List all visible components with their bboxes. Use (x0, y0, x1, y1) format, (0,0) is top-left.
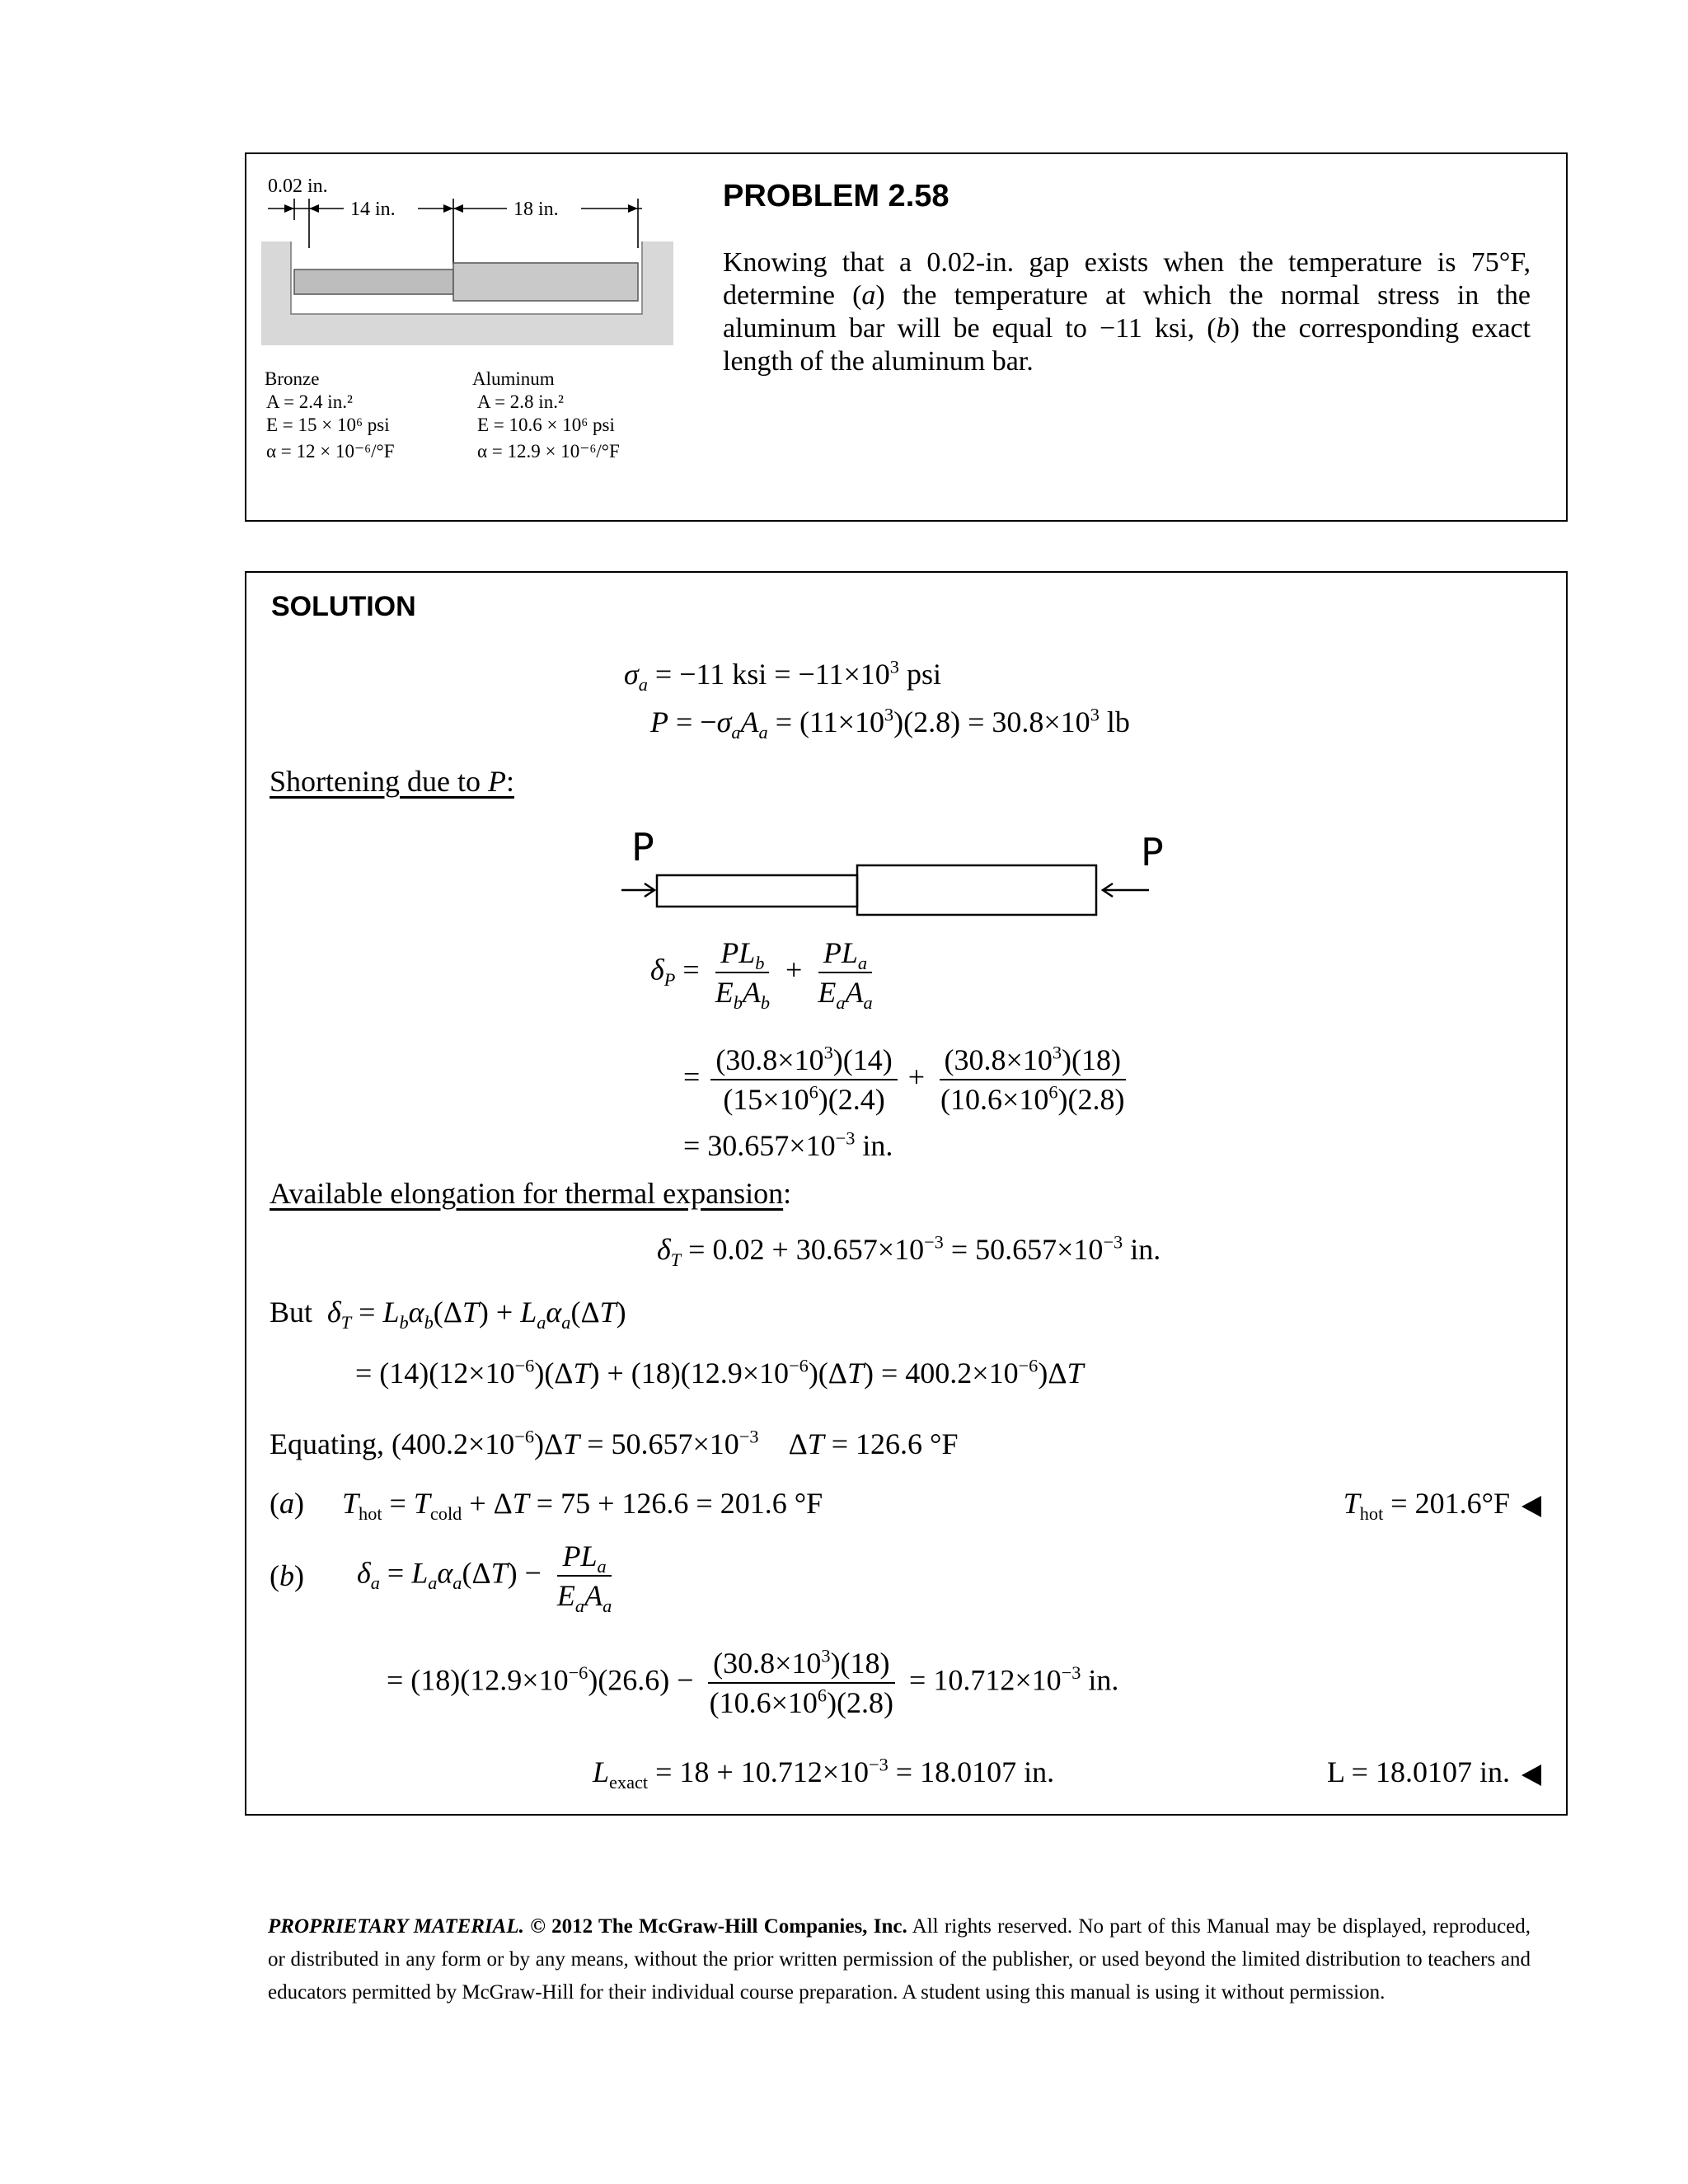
length-aluminum-label: 18 in. (513, 199, 559, 220)
statement-segment: a (861, 280, 876, 311)
equation-deltaP-result: = $30.657\times 10^{-3}$ in. (683, 1127, 893, 1162)
equation-sigma: $\sigma_a = -11$ ksi = $-11\times 10^3$ psi (624, 656, 941, 695)
aluminum-name: Aluminum (472, 368, 555, 389)
gap-label: 0.02 in. (268, 176, 328, 197)
footer-body: All rights reserved. No part of this Manual may be displayed, reproduced, or distributed in any form or by any means, without the prior written permission of the publisher, or used beyond the limited distribution to teachers and educators permitted by McGraw-Hill for their individual course preparation. A student using this manual is using it without permission. (268, 1915, 1531, 2004)
part-b-label: (b) (270, 1559, 304, 1592)
equation-deltaT: $\delta_T = 0.02 + 30.657\times 10^{-3} = 50.657\times 10^{-3}$ in. (657, 1231, 1161, 1270)
bronze-modulus: E = 15 × 10⁶ psi (266, 415, 390, 435)
equation-deltaP-numeric: = $\frac{(30.8\times 10^3)(14)}{(15\times 10^6)(2.4)}$ + $\frac{(30.8\times 10^3)(18)}{(10.6\times 10^6)(2.8)}$ (683, 1042, 1125, 1116)
aluminum-modulus: E = 10.6 × 10⁶ psi (477, 415, 615, 435)
bronze-alpha: α = 12 × 10⁻⁶/°F (266, 441, 395, 462)
footer-lead: PROPRIETARY MATERIAL. (268, 1915, 524, 1938)
sketch-load-right: P (1141, 830, 1164, 874)
aluminum-area: A = 2.8 in.² (477, 391, 564, 412)
statement-segment: Knowing that a 0.02-in. gap exists when the temperature is 75°F, determine ( (723, 247, 1531, 311)
statement-segment: ) the corresponding exact length of the aluminum bar. (723, 313, 1531, 377)
equation-load: $P = -\sigma_aA_a = (11\times 10^3)(2.8) = 30.8\times 10^3$ lb (650, 704, 1130, 743)
equation-but-numeric: = $(14)(12\times 10^{-6})(\Delta T) + (18)(12.9\times 10^{-6})(\Delta T) = 400.2\times 10^{-6})\Delta T$ (355, 1355, 1084, 1390)
solution-box (245, 571, 1568, 1816)
answer-b: L = 18.0107 in. (1327, 1755, 1541, 1789)
bronze-bar (294, 269, 453, 294)
equation-length-exact: $L_{exact} = 18 + 10.712\times 10^{-3} = 18.0107$ in. (593, 1754, 1055, 1793)
problem-box (245, 152, 1568, 522)
aluminum-bar (453, 263, 638, 301)
sketch-load-left: P (631, 825, 654, 869)
statement-segment: b (1216, 313, 1231, 344)
solution-heading: SOLUTION (271, 591, 416, 622)
shortening-label: Shortening due to P: (270, 765, 514, 798)
equation-part-b-formula: $\delta_a = L_a\alpha_a(\Delta T)$ − $\frac{PL_a}{E_aA_a}$ (357, 1540, 612, 1616)
equation-part-b-numeric: = $(18)(12.9\times 10^{-6})(26.6)$ − $\frac{(30.8\times 10^3)(18)}{(10.6\times 10^6)(2.8)}$ = $10.712\times 10^{-3}$ in. (387, 1645, 1119, 1719)
answer-marker-icon (1522, 1496, 1541, 1517)
length-bronze-label: 14 in. (350, 199, 396, 220)
equation-part-a: $T_{hot} = T_{cold} + \Delta T = 75 + 126.6 = 201.6$ °F (342, 1487, 823, 1524)
footer-copyright: © 2012 The McGraw-Hill Companies, Inc. (530, 1915, 907, 1938)
bronze-name: Bronze (265, 368, 320, 389)
equation-but: But $\delta_T = L_b\alpha_b(\Delta T) + L_a\alpha_a(\Delta T)$ (270, 1296, 626, 1333)
available-label: Available elongation for thermal expansion: (270, 1177, 792, 1210)
statement-segment: ) the temperature at which the normal stress in the aluminum bar will be equal to −11 ksi, ( (723, 280, 1531, 344)
equation-deltaP-formula: $\delta_P$ = $\frac{PL_b}{E_bA_b}$ + $\frac{PL_a}{E_aA_a}$ (650, 936, 873, 1013)
problem-statement (723, 246, 1531, 378)
problem-figure (261, 174, 690, 520)
aluminum-alpha: α = 12.9 × 10⁻⁶/°F (477, 441, 620, 462)
problem-title: PROBLEM 2.58 (723, 179, 950, 213)
answer-a: $T_{hot} = 201.6^\circ F$ (1343, 1486, 1541, 1521)
footer-notice (268, 1910, 1531, 2009)
bronze-area: A = 2.4 in.² (266, 391, 353, 412)
equation-equating: Equating, $(400.2\times 10^{-6})\Delta T = 50.657\times 10^{-3}$ ΔT = 126.6 °F (270, 1426, 959, 1460)
answer-marker-icon (1522, 1765, 1541, 1786)
load-sketch (621, 824, 1198, 931)
part-a-label: (a) (270, 1487, 304, 1520)
